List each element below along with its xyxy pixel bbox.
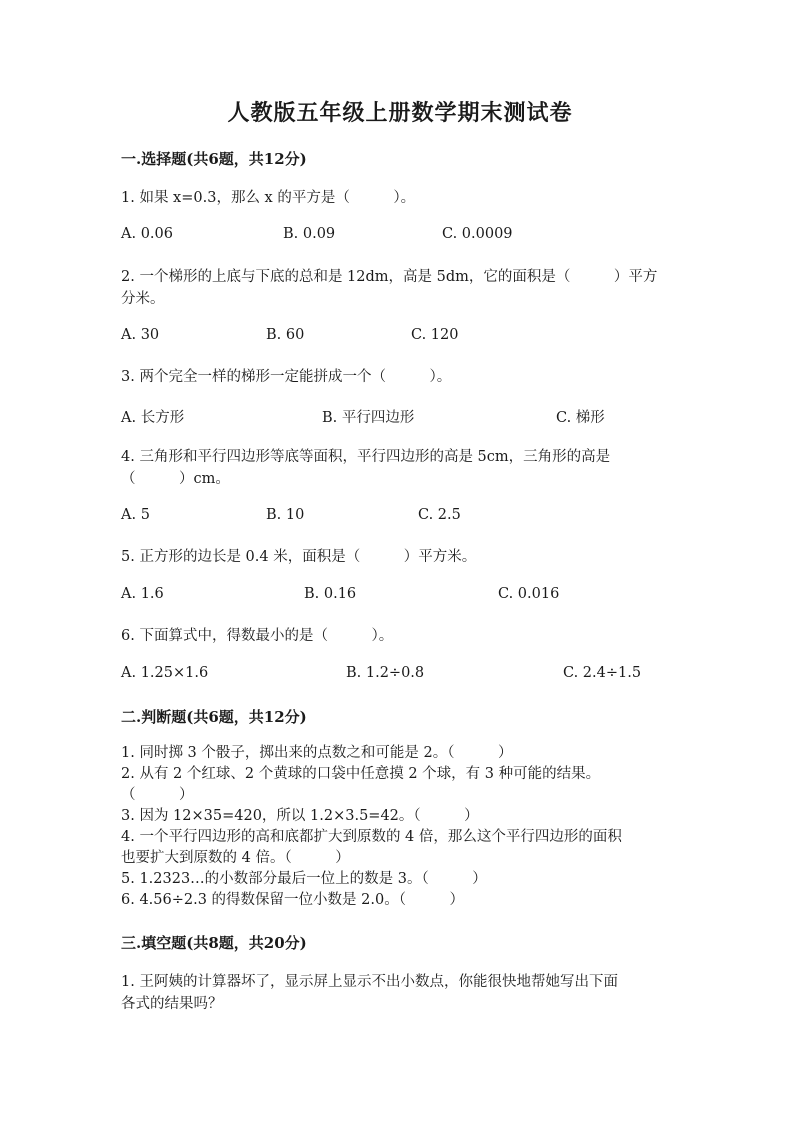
option-c: C. 2.5 <box>418 507 461 523</box>
page-title: 人教版五年级上册数学期末测试卷 <box>227 100 573 126</box>
list-item: 6. 4.56÷2.3 的得数保留一位小数是 2.0。（ ） <box>121 892 464 908</box>
question-text: 6. 下面算式中，得数最小的是（ ）。 <box>121 628 394 644</box>
question-line: 各式的结果吗？ <box>121 996 223 1012</box>
option-b: B. 0.16 <box>304 586 357 602</box>
option-b: B. 平行四边形 <box>322 410 415 426</box>
list-item: 3. 因为 12×35=420，所以 1.2×3.5=42。（ ） <box>121 808 479 824</box>
option-b: B. 1.2÷0.8 <box>346 665 425 681</box>
section-heading-choice: 一.选择题(共6题，共12分) <box>121 150 307 168</box>
question-text <box>121 446 681 490</box>
list-item: 5. 1.2323…的小数部分最后一位上的数是 3。（ ） <box>121 871 487 887</box>
question-text: 1. 如果 x=0.3，那么 x 的平方是（ ）。 <box>121 190 416 206</box>
option-row <box>121 226 681 248</box>
option-b: B. 60 <box>266 327 305 343</box>
question-line: 分米。 <box>121 291 165 307</box>
list-item: 4. 一个平行四边形的高和底都扩大到原数的 4 倍，那么这个平行四边形的面积 <box>121 829 622 845</box>
option-row <box>121 586 681 608</box>
option-row <box>121 507 681 529</box>
question-line: （ ）cm。 <box>121 471 230 487</box>
option-c: C. 2.4÷1.5 <box>563 665 642 681</box>
option-a: A. 0.06 <box>121 226 173 242</box>
option-a: A. 30 <box>121 327 160 343</box>
question-text <box>121 971 681 1015</box>
option-a: A. 5 <box>121 507 150 523</box>
question-line: 1. 王阿姨的计算器坏了，显示屏上显示不出小数点，你能很快地帮她写出下面 <box>121 974 618 990</box>
option-c: C. 120 <box>411 327 459 343</box>
option-a: A. 1.25×1.6 <box>121 665 209 681</box>
question-text: 3. 两个完全一样的梯形一定能拼成一个（ ）。 <box>121 369 452 385</box>
question-line: 4. 三角形和平行四边形等底等面积，平行四边形的高是 5cm，三角形的高是 <box>121 449 611 465</box>
list-item: （ ） <box>121 787 194 803</box>
option-row <box>121 665 681 687</box>
option-c: C. 0.0009 <box>442 226 513 242</box>
option-c: C. 0.016 <box>498 586 560 602</box>
list-item: 2. 从有 2 个红球、2 个黄球的口袋中任意摸 2 个球，有 3 种可能的结果。 <box>121 766 601 782</box>
option-a: A. 1.6 <box>121 586 164 602</box>
list-item: 也要扩大到原数的 4 倍。（ ） <box>121 850 350 866</box>
option-row <box>121 406 681 428</box>
option-c: C. 梯形 <box>556 410 605 426</box>
section-heading-fill-blank: 三.填空题(共8题，共20分) <box>121 934 307 952</box>
true-false-list <box>121 743 681 911</box>
list-item: 1. 同时掷 3 个骰子，掷出来的点数之和可能是 2。（ ） <box>121 745 513 761</box>
section-heading-true-false: 二.判断题(共6题，共12分) <box>121 708 307 726</box>
option-b: B. 10 <box>266 507 305 523</box>
question-text <box>121 266 681 310</box>
option-b: B. 0.09 <box>283 226 336 242</box>
option-row <box>121 327 681 349</box>
question-text: 5. 正方形的边长是 0.4 米，面积是（ ）平方米。 <box>121 549 477 565</box>
option-a: A. 长方形 <box>121 410 185 426</box>
question-line: 2. 一个梯形的上底与下底的总和是 12dm，高是 5dm，它的面积是（ ）平方 <box>121 269 658 285</box>
